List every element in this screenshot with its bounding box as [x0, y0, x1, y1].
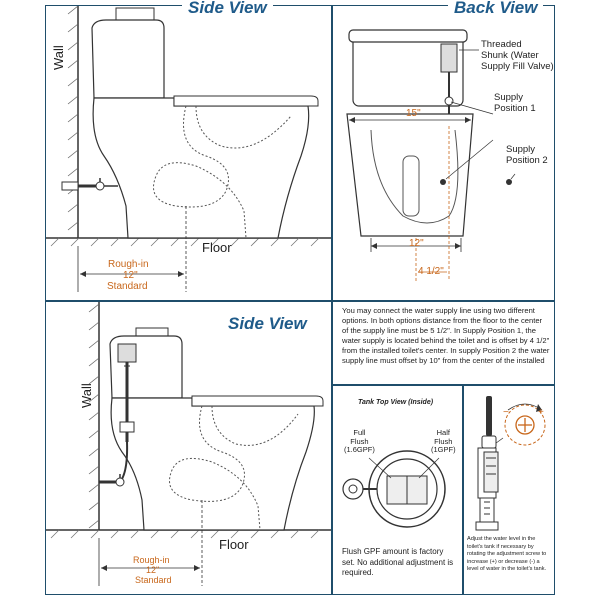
callout-threaded-shunk: Threaded Shunk (Water Supply Fill Valve) [481, 39, 554, 72]
side-view-bottom-title: Side View [222, 314, 313, 334]
floor-label-bottom: Floor [219, 537, 249, 552]
minus-sign: − [503, 407, 509, 418]
side-view-bottom-panel [45, 301, 332, 595]
side-view-top-panel [45, 5, 332, 301]
roughin-top-line3: Standard [107, 281, 148, 292]
roughin-top-line2: 12" [123, 270, 138, 281]
tank-top-caption: Flush GPF amount is factory set. No additional adjustment is required. [342, 547, 454, 578]
full-flush-label: Full Flush (1.6GPF) [344, 428, 375, 455]
dim-12-label: 12" [409, 238, 424, 249]
side-view-top-title: Side View [182, 0, 273, 18]
plus-sign: + [538, 407, 544, 418]
roughin-bottom-line2: 12" [146, 565, 160, 575]
wall-label-bottom: Wall [79, 383, 94, 408]
fill-valve-caption: Adjust the water level in the toilet's tank if necessary by rotating the adjustment screw to increase (+) or decrease (-) a level of water in the toilet's tank. [467, 536, 547, 573]
info-paragraph: You may connect the water supply line using two different options. In both options distance from the floor to the center of the supply line must be 5 1/2". In Supply Position 1, the water supply is located behind the toilet and is offset by 4 1/2" from the installed toilet's center. In supply Position 2 the water supply line must offset by 10" from the center of the installed [342, 306, 550, 366]
half-flush-label: Half Flush (1GPF) [431, 428, 456, 455]
side-view-bottom-drawing [46, 302, 332, 595]
callout-supply-position-1: Supply Position 1 [494, 92, 536, 114]
back-view-title: Back View [448, 0, 543, 18]
callout-supply-position-2: Supply Position 2 [506, 144, 548, 166]
tank-top-title: Tank Top View (Inside) [358, 399, 434, 406]
roughin-bottom-line1: Rough-in [133, 555, 170, 565]
dim-4-5-label: 4 1/2" [418, 266, 444, 277]
wall-label-top: Wall [51, 45, 66, 70]
roughin-bottom-line3: Standard [135, 575, 172, 585]
dim-15-label: 15" [406, 108, 421, 119]
roughin-top-line1: Rough-in [108, 259, 149, 270]
floor-label-top: Floor [202, 240, 232, 255]
side-view-top-drawing [46, 6, 332, 301]
